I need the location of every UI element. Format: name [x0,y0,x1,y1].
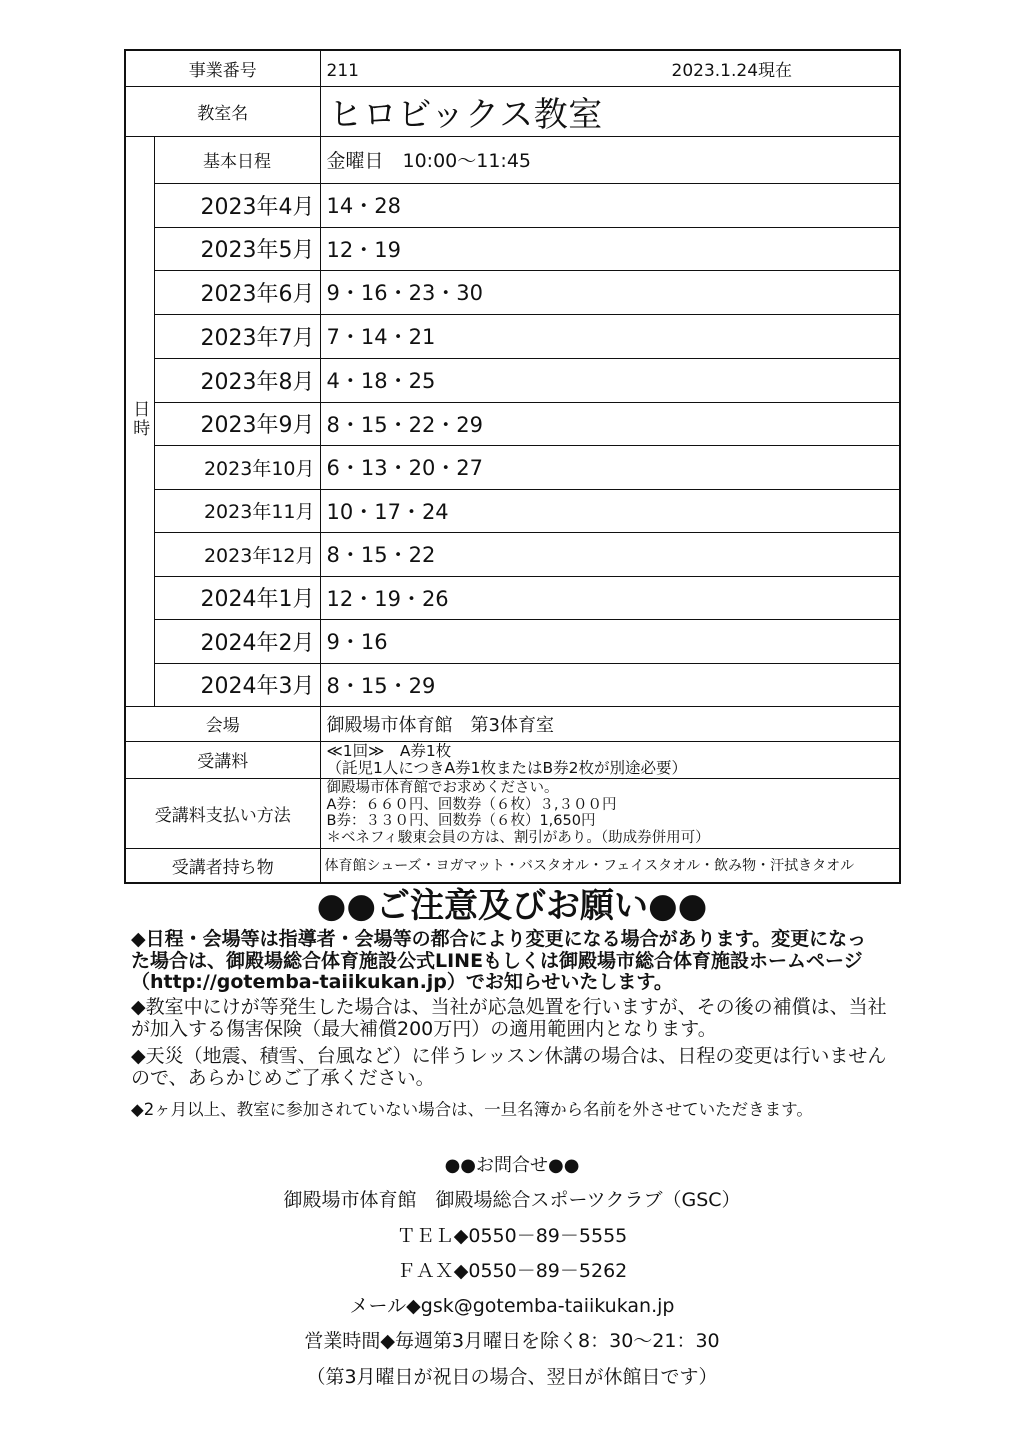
month-dates: 7・14・21 [320,314,900,358]
month-label: 2023年10月 [154,445,320,489]
month-label: 2023年7月 [154,314,320,358]
belongings-label: 受講者持ち物 [125,848,320,883]
program-number: 211 [326,60,359,81]
payment-line: 御殿場市体育館でお求めください。 [326,780,559,796]
contact-hours-note: （第3月曜日が祝日の場合、翌日が休館日です） [306,1365,718,1388]
month-row [125,270,900,314]
month-label: 2024年3月 [154,663,320,706]
program-number-label: 事業番号 [125,50,320,86]
fee-value [320,741,900,778]
fee-row [125,741,900,778]
month-dates: 9・16 [320,619,900,663]
notice-paragraph [131,929,901,994]
month-dates: 8・15・22・29 [320,402,900,445]
class-name: ヒロビックス教室 [320,86,900,136]
fee-label: 受講料 [125,741,320,778]
fee-line: （託児1人につきA券1枚またはB券2枚が別途必要） [326,758,688,777]
notice-line: ◆天災（地震、積雪、台風など）に伴うレッスン休講の場合は、日程の変更は行いません [131,1045,887,1067]
month-row [125,489,900,532]
venue-label: 会場 [125,706,320,741]
month-row [125,314,900,358]
month-label: 2023年5月 [154,227,320,270]
month-row [125,183,900,227]
notice-line: た場合は、御殿場総合体育施設公式LINEもしくは御殿場市総合体育施設ホームページ [131,949,863,972]
basic-schedule-label: 基本日程 [154,136,320,183]
basic-schedule-row [125,136,900,183]
month-dates: 8・15・29 [320,663,900,706]
payment-value [320,778,900,848]
venue-value: 御殿場市体育館 第3体育室 [320,706,900,741]
month-row [125,227,900,270]
month-row [125,358,900,402]
payment-line: ＊ベネフィ駿東会員の方は、割引があり。（助成券併用可） [326,829,710,846]
class-name-label: 教室名 [125,86,320,136]
month-row [125,663,900,706]
contact-title: ●●お問合せ●● [444,1155,580,1176]
month-dates: 6・13・20・27 [320,445,900,489]
month-dates: 9・16・23・30 [320,270,900,314]
month-dates: 14・28 [320,183,900,227]
month-label: 2023年6月 [154,270,320,314]
schedule-section-label-cell [125,136,154,706]
contact-organization: 御殿場市体育館 御殿場総合スポーツクラブ（GSC） [283,1189,741,1212]
month-label: 2023年4月 [154,183,320,227]
notice-paragraph [131,997,901,1040]
month-label: 2024年1月 [154,576,320,619]
notice-line: が加入する傷害保険（最大補償200万円）の適用範囲内となります。 [131,1017,717,1040]
month-label: 2024年2月 [154,619,320,663]
basic-schedule-value: 金曜日 10:00～11:45 [320,136,900,183]
belongings-value: 体育館シューズ・ヨガマット・バスタオル・フェイスタオル・飲み物・汗拭きタオル [320,848,900,883]
notice-line: ◆日程・会場等は指導者・会場等の都合により変更になる場合があります。変更になっ [131,928,867,950]
notice-line: （http://gotemba-taiikukan.jp）でお知らせいたします。 [131,971,673,993]
contact-block [0,1148,1024,1395]
payment-row [125,778,900,848]
schedule-section-label: 日時 [129,399,150,438]
month-dates: 10・17・24 [320,489,900,532]
month-dates: 12・19 [320,227,900,270]
month-row [125,532,900,576]
notice-paragraph [131,1046,901,1089]
month-label: 2023年11月 [154,489,320,532]
month-label: 2023年8月 [154,358,320,402]
payment-line: A券：６６０円、回数券（６枚）３,３００円 [326,796,617,813]
contact-tel: ＴＥＬ◆0550－89－5555 [396,1224,628,1247]
contact-hours: 営業時間◆毎週第3月曜日を除く8：30～21：30 [304,1330,720,1353]
month-row [125,402,900,445]
payment-line: B券：３３０円、回数券（６枚）1,650円 [326,813,596,829]
program-number-row [125,50,900,86]
fee-line: ≪1回≫ A券1枚 [326,741,452,760]
month-dates: 12・19・26 [320,576,900,619]
notice-line: ◆2ヶ月以上、教室に参加されていない場合は、一旦名簿から名前を外させていただきます。 [131,1100,813,1119]
belongings-row [125,848,900,883]
payment-label: 受講料支払い方法 [125,778,320,848]
notice-title: ●●ご注意及びお願い●● [316,886,708,926]
month-row [125,619,900,663]
month-row [125,576,900,619]
month-dates: 4・18・25 [320,358,900,402]
contact-fax: ＦＡＸ◆0550－89－5262 [396,1259,628,1282]
contact-email: メール◆gsk@gotemba-taiikukan.jp [349,1295,675,1318]
notice-paragraph [131,1100,901,1120]
month-row [125,445,900,489]
notice-line: ので、あらかじめご了承ください。 [131,1066,435,1089]
class-info-table [124,49,901,884]
program-number-cell [320,50,900,86]
venue-row [125,706,900,741]
as-of-date: 2023.1.24現在 [671,60,793,81]
month-label: 2023年12月 [154,532,320,576]
notice-line: ◆教室中にけが等発生した場合は、当社が応急処置を行いますが、その後の補償は、当社 [131,996,887,1018]
class-name-row [125,86,900,136]
month-label: 2023年9月 [154,402,320,445]
month-dates: 8・15・22 [320,532,900,576]
